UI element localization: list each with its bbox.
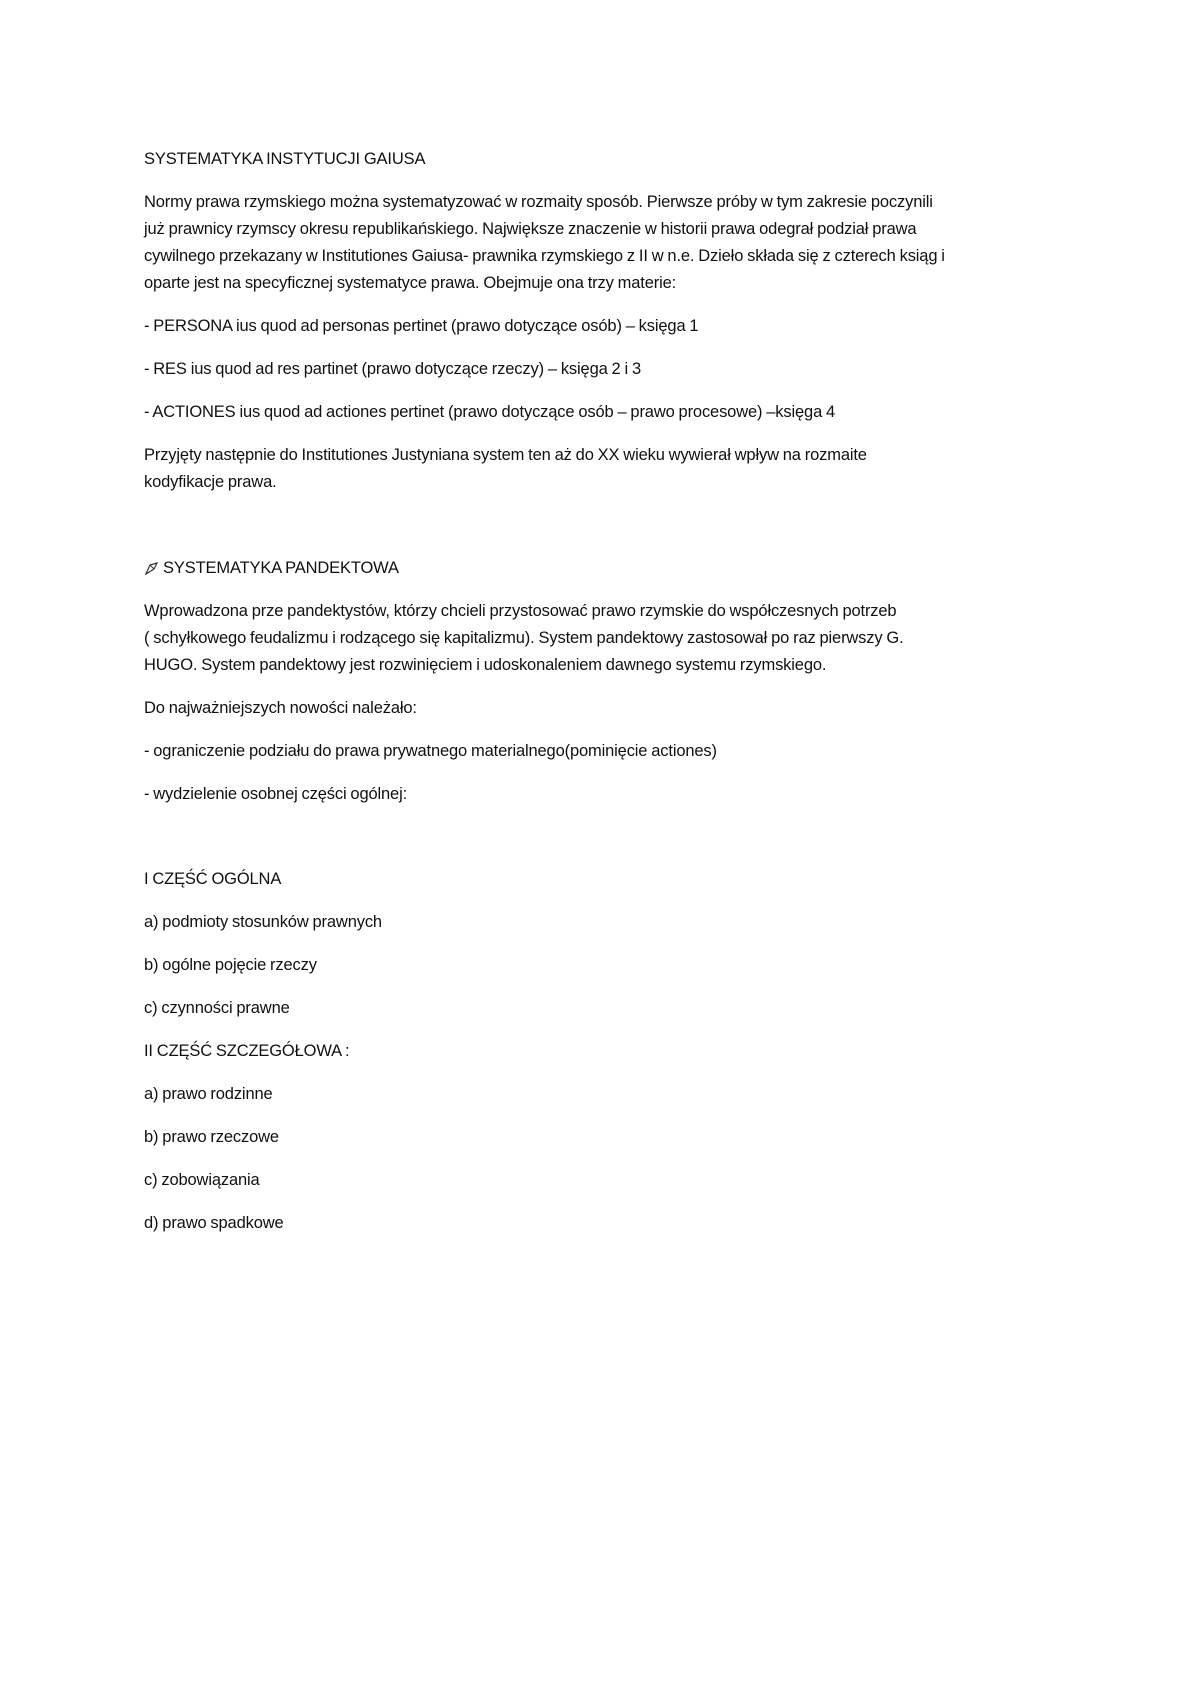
general-part-item: b) ogólne pojęcie rzeczy <box>144 956 317 974</box>
list-item-res: - RES ius quod ad res partinet (prawo dotyczące rzeczy) – księga 2 i 3 <box>144 360 641 378</box>
list-item-persona: - PERSONA ius quod ad personas pertinet (prawo dotyczące osób) – księga 1 <box>144 317 699 335</box>
specific-part-item: d) prawo spadkowe <box>144 1214 284 1232</box>
section-heading-pandect-text: SYSTEMATYKA PANDEKTOWA <box>163 559 399 577</box>
section-heading-pandect <box>144 555 1064 582</box>
general-part-item: a) podmioty stosunków prawnych <box>144 913 382 931</box>
gaius-closing-paragraph <box>144 442 1064 496</box>
section-heading-gaius: SYSTEMATYKA INSTYTUCJI GAIUSA <box>144 150 426 168</box>
gaius-intro-paragraph <box>144 189 1064 297</box>
general-part-item: c) czynności prawne <box>144 999 290 1017</box>
paragraph-line: Przyjęty następnie do Institutiones Justyniana system ten aż do XX wieku wywierał wpływ na rozmaite <box>144 446 867 464</box>
specific-part-item: a) prawo rodzinne <box>144 1085 273 1103</box>
novelties-heading: Do najważniejszych nowości należało: <box>144 699 417 717</box>
paragraph-line: oparte jest na specyficznej systematyce prawa. Obejmuje ona trzy materie: <box>144 274 677 292</box>
novelty-item: - wydzielenie osobnej części ogólnej: <box>144 785 408 803</box>
paragraph-line: kodyfikacje prawa. <box>144 473 277 491</box>
paragraph-line: ( schyłkowego feudalizmu i rodzącego się kapitalizmu). System pandektowy zastosował po raz pierwszy G. <box>144 629 904 647</box>
general-part-heading: I CZĘŚĆ OGÓLNA <box>144 870 282 888</box>
paragraph-line: już prawnicy rzymscy okresu republikańskiego. Największe znaczenie w historii prawa odegrał podział prawa <box>144 220 917 238</box>
paragraph-line: Wprowadzona prze pandektystów, którzy chcieli przystosować prawo rzymskie do współczesnych potrzeb <box>144 602 897 620</box>
list-item-actiones: - ACTIONES ius quod ad actiones pertinet (prawo dotyczące osób – prawo procesowe) –księga 4 <box>144 403 836 421</box>
paragraph-line: Normy prawa rzymskiego można systematyzować w rozmaity sposób. Pierwsze próby w tym zakresie poczynili <box>144 193 933 211</box>
paragraph-line: HUGO. System pandektowy jest rozwinięciem i udoskonaleniem dawnego systemu rzymskiego. <box>144 656 827 674</box>
pandect-intro-paragraph <box>144 598 1064 679</box>
document-content <box>144 146 1064 1237</box>
specific-part-heading: II CZĘŚĆ SZCZEGÓŁOWA : <box>144 1042 350 1060</box>
specific-part-item: b) prawo rzeczowe <box>144 1128 279 1146</box>
pen-flag-icon <box>144 557 160 571</box>
specific-part-item: c) zobowiązania <box>144 1171 260 1189</box>
novelty-item: - ograniczenie podziału do prawa prywatnego materialnego(pominięcie actiones) <box>144 742 717 760</box>
paragraph-line: cywilnego przekazany w Institutiones Gaiusa- prawnika rzymskiego z II w n.e. Dzieło składa się z czterech ksiąg i <box>144 247 945 265</box>
